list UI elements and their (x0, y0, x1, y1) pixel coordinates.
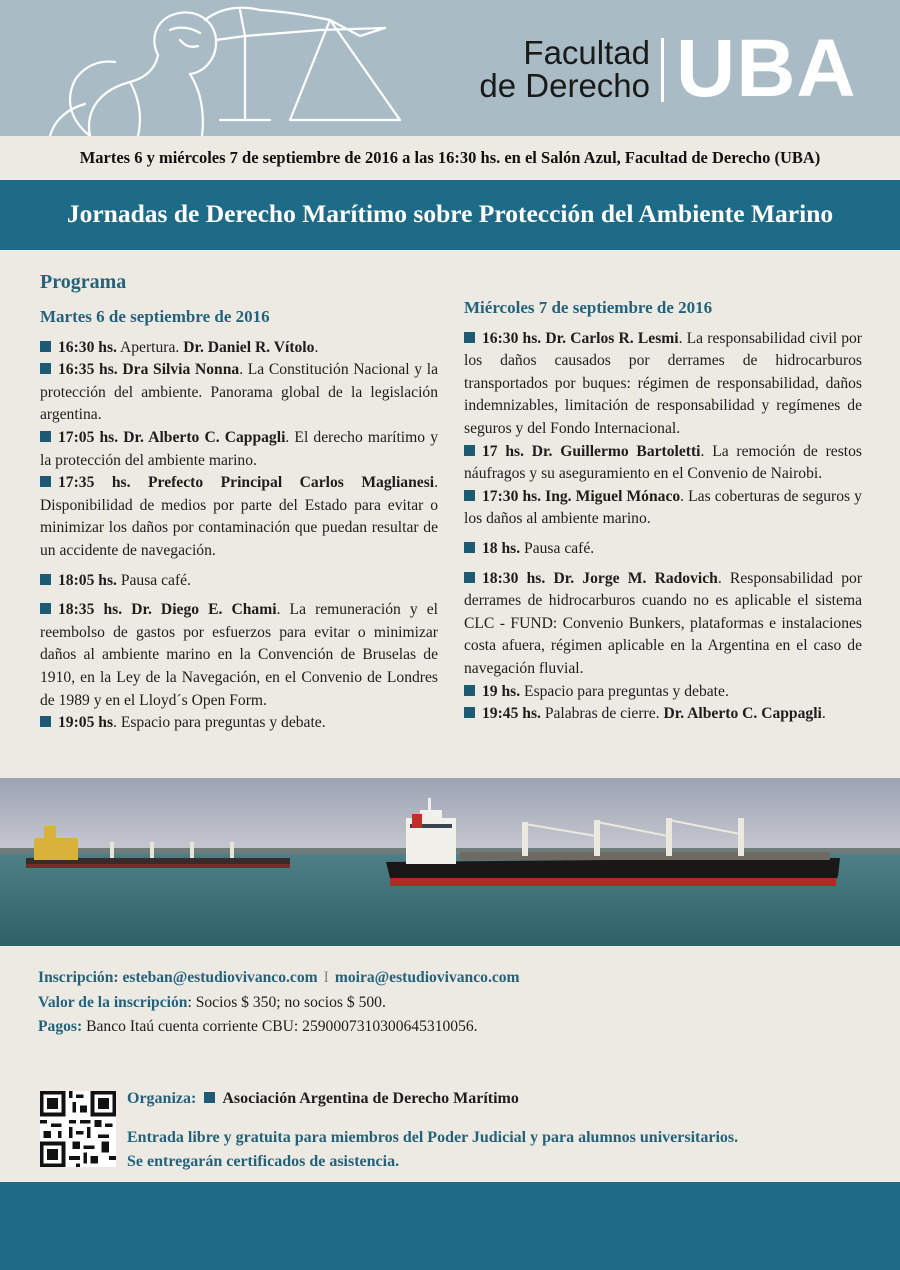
organizer-name: Asociación Argentina de Derecho Marítimo (222, 1090, 519, 1107)
program-item: 16:30 hs. Apertura. Dr. Daniel R. Vítolo. (40, 337, 438, 360)
square-bullet-icon (464, 707, 475, 718)
square-bullet-icon (464, 445, 475, 456)
email-link-moira[interactable]: moira@estudiovivanco.com (334, 969, 520, 986)
registration-label: Inscripción: (38, 969, 119, 986)
payment-label: Pagos: (38, 1018, 83, 1036)
justice-figure-illustration (30, 0, 410, 136)
program-item: 19:45 hs. Palabras de cierre. Dr. Alberto C. Cappagli. (464, 703, 862, 726)
day2-heading: Miércoles 7 de septiembre de 2016 (464, 298, 713, 317)
organizer-label: Organiza: (127, 1090, 197, 1107)
program-item: 16:30 hs. Dr. Carlos R. Lesmi. La responsabilidad civil por los daños causados por derrames de hidrocarburos transportados por buques: régimen de responsabilidad, daños indemnizables, limitación de responsabilidad y regímenes de seguros y del Fondo Internacional. (464, 329, 862, 437)
faculty-name (440, 36, 650, 102)
program-day2 (464, 297, 862, 726)
logo-divider (661, 38, 664, 102)
faculty-line1: Facultad (523, 34, 650, 71)
uba-logo: UBA (676, 23, 857, 114)
square-bullet-icon (464, 685, 475, 696)
payment-text: Banco Itaú cuenta corriente CBU: 2590007310300645310056. (82, 1018, 478, 1036)
square-bullet-icon (40, 341, 51, 352)
closing-notes (127, 1126, 738, 1174)
day1-heading: Martes 6 de septiembre de 2016 (40, 307, 270, 326)
program-item: 19:05 hs. Espacio para preguntas y debate. (40, 712, 438, 735)
email-link-esteban[interactable]: esteban@estudiovivanco.com (122, 969, 318, 986)
square-bullet-icon (464, 542, 475, 553)
square-bullet-icon (40, 476, 51, 487)
program-item: 17:35 hs. Prefecto Principal Carlos Maglianesi. Disponibilidad de medios por parte del Estado para evitar o minimizar los daños por contaminación que puedan resultar de un accidente de navegación. (40, 474, 438, 559)
program-item: 18 hs. Pausa café. (464, 538, 862, 561)
square-bullet-icon (40, 574, 51, 585)
square-bullet-icon (40, 716, 51, 727)
fee-text: : Socios $ 350; no socios $ 500. (187, 993, 386, 1011)
square-bullet-icon (40, 603, 51, 614)
header-band (0, 0, 900, 136)
email-separator: I (323, 969, 329, 986)
event-dateline: Martes 6 y miércoles 7 de septiembre de 2016 a las 16:30 hs. en el Salón Azul, Facultad de Derecho (UBA) (0, 136, 900, 180)
square-bullet-icon (40, 363, 51, 374)
program-item: 17:30 hs. Ing. Miguel Mónaco. Las coberturas de seguros y los daños al ambiente marino. (464, 487, 862, 528)
square-bullet-icon (464, 332, 475, 343)
program-day1 (40, 306, 438, 735)
certificate-note: Se entregarán certificados de asistencia. (127, 1153, 400, 1170)
ships-photo (0, 778, 900, 946)
registration-info (38, 966, 520, 1040)
event-title: Jornadas de Derecho Marítimo sobre Protección del Ambiente Marino (0, 180, 900, 250)
square-bullet-icon (464, 490, 475, 501)
program-item: 19 hs. Espacio para preguntas y debate. (464, 681, 862, 704)
payment-line (38, 1015, 520, 1040)
program-item: 16:35 hs. Dra Silvia Nonna. La Constitución Nacional y la protección del ambiente. Panorama global de la legislación argentina. (40, 361, 438, 424)
faculty-line2: de Derecho (479, 67, 650, 104)
footer-band (0, 1182, 900, 1270)
program-item: 17 hs. Dr. Guillermo Bartoletti. La remoción de restos náufragos y su aseguramiento en el Convenio de Nairobi. (464, 442, 862, 483)
square-bullet-icon (40, 431, 51, 442)
square-bullet-icon (464, 572, 475, 583)
fee-line (38, 991, 520, 1016)
square-bullet-icon (204, 1092, 215, 1103)
fee-label: Valor de la inscripción (38, 993, 188, 1011)
program-item: 18:30 hs. Dr. Jorge M. Radovich. Responsabilidad por derrames de hidrocarburos cuando no es aplicable el sistema CLC - FUND: Convenio Bunkers, plataformas e instalaciones costa afuera, régimen aplicable en la Argentina en el caso de navegación fluvial. (464, 569, 863, 677)
organizer-line (127, 1087, 519, 1111)
program-item: 18:35 hs. Dr. Diego E. Chami. La remuneración y el reembolso de gastos por esfuerzos para evitar o minimizar daños al ambiente marino en la Convención de Bruselas de 1910, en la Ley de la Navegación, en el Convenio de Londres de 1989 y en el Lloyd´s Open Form. (40, 601, 439, 709)
program-heading: Programa (40, 271, 127, 293)
program-item: 18:05 hs. Pausa café. (40, 570, 438, 593)
program-item: 17:05 hs. Dr. Alberto C. Cappagli. El derecho marítimo y la protección del ambiente marino. (40, 428, 438, 469)
qr-code-icon (40, 1090, 116, 1168)
registration-line (38, 966, 520, 991)
free-entry-note: Entrada libre y gratuita para miembros del Poder Judicial y para alumnos universitarios. (127, 1129, 739, 1146)
